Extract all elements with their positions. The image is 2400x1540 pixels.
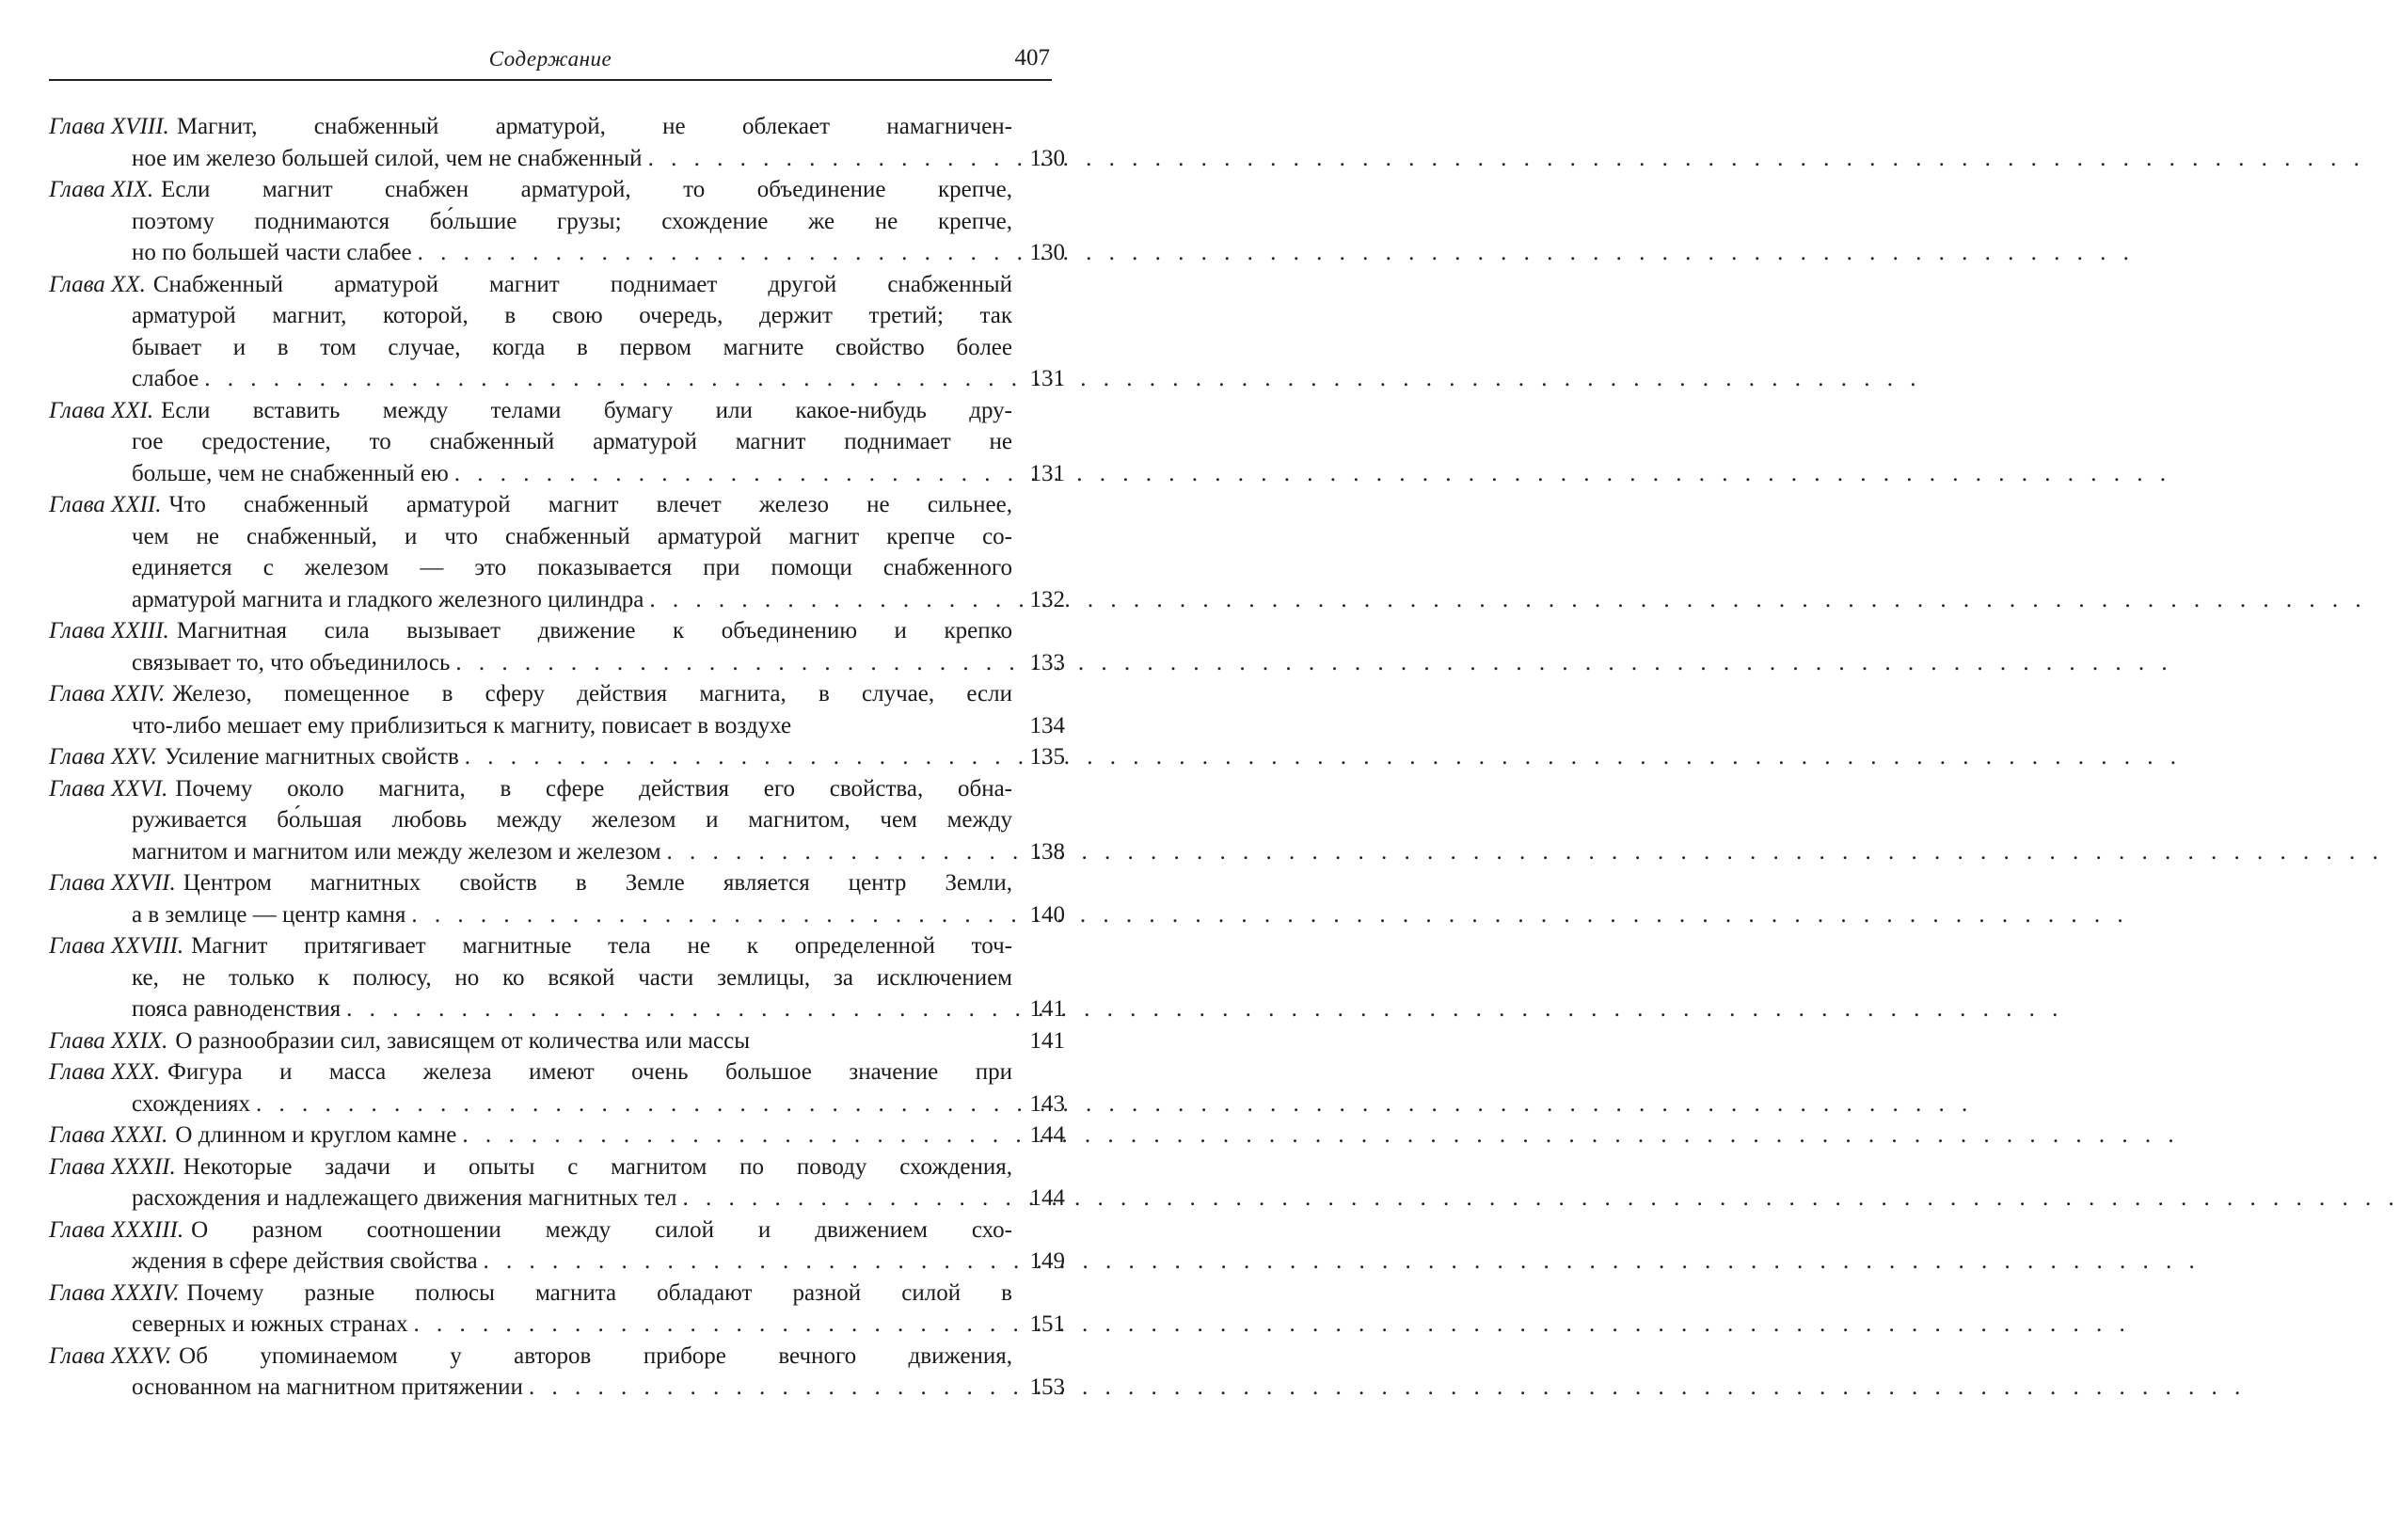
entry-text: руживается бо́льшая любовь между железом и магнитом, чем между [132, 807, 1012, 833]
entry-text: О длинном и круглом камне [175, 1122, 457, 1148]
chapter-label [49, 1025, 167, 1057]
toc-line [49, 489, 1065, 521]
entry-text: Об упоминаемом у авторов приборе вечного движения, [179, 1342, 1012, 1369]
toc-line [49, 1025, 1065, 1057]
chapter-number: XXXII. [111, 1153, 176, 1180]
entry-page-number[interactable]: 144 [1029, 1122, 1065, 1148]
chapter-word: Глава [49, 870, 105, 896]
entry-text: больше, чем не снабженный ею [132, 460, 449, 486]
chapter-number: XXXI. [111, 1122, 168, 1148]
chapter-label [49, 269, 146, 301]
chapter-number: XIX. [111, 177, 154, 202]
toc-line [49, 1246, 1065, 1278]
entry-page-number[interactable]: 130 [1029, 240, 1065, 265]
entry-text: Почему разные полюсы магнита обладают разной силой в [186, 1279, 1012, 1306]
toc-line [49, 363, 1065, 395]
entry-text: чем не снабженный, и что снабженный арматурой магнит крепче со- [132, 523, 1012, 549]
toc-line [49, 552, 1065, 584]
chapter-number: XXVII. [111, 870, 176, 896]
toc-line [49, 584, 1065, 616]
toc-entry [49, 174, 1065, 269]
entry-text: Что снабженный арматурой магнит влечет железо не сильнее, [168, 492, 1012, 517]
chapter-label [49, 773, 167, 805]
toc-line [49, 899, 1065, 931]
entry-text: связывает то, что объединилось [132, 649, 451, 675]
entry-page-number[interactable]: 131 [1029, 460, 1065, 486]
toc-line [49, 1056, 1065, 1088]
entry-page-number[interactable]: 135 [1029, 744, 1065, 770]
entry-text: Магнит, снабженный арматурой, не облекает намагничен- [176, 114, 1012, 139]
toc-entry [49, 1056, 1065, 1119]
entry-text: ждения в сфере действия свойства [132, 1248, 478, 1274]
entry-text: Фигура и масса железа имеют очень большое значение при [167, 1059, 1012, 1085]
entry-text: а в землице — центр камня [132, 901, 406, 928]
chapter-number: XXXIV. [111, 1279, 180, 1306]
dot-leader [462, 1119, 1009, 1151]
chapter-label [49, 1151, 176, 1183]
entry-text: что-либо мешает ему приблизиться к магниту, повисает в воздухе [132, 712, 792, 738]
toc-line [49, 237, 1065, 269]
chapter-word: Глава [49, 492, 105, 517]
toc-line [49, 867, 1065, 899]
toc-line [49, 395, 1065, 427]
chapter-word: Глава [49, 1027, 105, 1054]
chapter-word: Глава [49, 933, 105, 959]
entry-text: бывает и в том случае, когда в первом магните свойство более [132, 334, 1012, 360]
entry-text: арматурой магнит, которой, в свою очередь, держит третий; так [132, 303, 1012, 328]
dot-leader [346, 993, 1009, 1025]
dot-leader [454, 458, 1009, 490]
entry-page-number[interactable]: 130 [1029, 145, 1065, 171]
toc-entry [49, 111, 1065, 174]
toc-entry [49, 1025, 1065, 1057]
entry-page-number[interactable]: 133 [1029, 649, 1065, 675]
toc-entry [49, 741, 1065, 773]
entry-text: Магнитная сила вызывает движение к объединению и крепко [176, 618, 1012, 643]
toc-line [49, 174, 1065, 206]
entry-text: О разнообразии сил, зависящем от количества или массы [175, 1027, 750, 1054]
dot-leader [648, 143, 1009, 175]
chapter-number: XXXV. [111, 1342, 172, 1369]
toc-line [49, 1372, 1065, 1404]
toc-entry [49, 930, 1065, 1025]
toc-entry [49, 1215, 1065, 1278]
chapter-word: Глава [49, 114, 105, 139]
toc-line [49, 1151, 1065, 1183]
chapter-label [49, 111, 169, 143]
toc-line [49, 300, 1065, 332]
entry-text: Некоторые задачи и опыты с магнитом по поводу схождения, [183, 1153, 1012, 1180]
entry-page-number[interactable]: 138 [1029, 838, 1065, 865]
toc-line [49, 1341, 1065, 1373]
book-page [0, 0, 1129, 1540]
chapter-word: Глава [49, 618, 105, 643]
toc-line [49, 1215, 1065, 1246]
toc-line [49, 1278, 1065, 1310]
toc-entry [49, 615, 1065, 678]
dot-leader [465, 741, 1009, 773]
chapter-label [49, 1278, 179, 1310]
chapter-label [49, 930, 183, 962]
entry-page-number[interactable]: 134 [1029, 712, 1065, 738]
entry-text: Если вставить между телами бумагу или какое-нибудь дру- [161, 397, 1012, 423]
dot-leader [529, 1372, 1009, 1404]
chapter-word: Глава [49, 1279, 105, 1306]
toc-entry [49, 1151, 1065, 1215]
toc-entry [49, 1278, 1065, 1341]
entry-text: северных и южных странах [132, 1311, 408, 1337]
entry-text: Снабженный арматурой магнит поднимает другой снабженный [152, 271, 1012, 297]
entry-text: слабое [132, 366, 199, 391]
chapter-number: XVIII. [111, 114, 169, 139]
chapter-number: XXV. [111, 744, 157, 770]
toc-line [49, 1183, 1065, 1215]
chapter-word: Глава [49, 1153, 105, 1180]
toc-line [49, 458, 1065, 490]
chapter-word: Глава [49, 1342, 105, 1369]
chapter-label [49, 1119, 167, 1151]
chapter-word: Глава [49, 775, 105, 802]
chapter-number: XX. [111, 271, 146, 297]
chapter-number: XXIX. [111, 1027, 168, 1054]
entry-text: расхождения и надлежащего движения магнитных тел [132, 1185, 677, 1211]
toc-line [49, 710, 1065, 742]
toc-line [49, 521, 1065, 553]
entry-text: ке, не только к полюсу, но ко всякой части землицы, за исключением [132, 964, 1012, 991]
entry-text: Усиление магнитных свойств [164, 744, 459, 770]
entry-page-number[interactable]: 132 [1029, 586, 1065, 612]
entry-text: О разном соотношении между силой и движением схо- [191, 1216, 1012, 1243]
entry-page-number[interactable]: 151 [1029, 1311, 1065, 1337]
toc-line [49, 111, 1065, 143]
entry-text: Если магнит снабжен арматурой, то объединение крепче, [161, 177, 1012, 202]
toc-line [49, 615, 1065, 647]
toc-entry [49, 269, 1065, 395]
toc-entry [49, 867, 1065, 930]
chapter-number: XXII. [111, 492, 162, 517]
toc-line [49, 993, 1065, 1025]
chapter-label [49, 174, 153, 206]
toc-line [49, 1309, 1065, 1341]
toc-line [49, 206, 1065, 238]
toc-line [49, 962, 1065, 994]
chapter-label [49, 867, 176, 899]
toc-line [49, 269, 1065, 301]
entry-page-number[interactable]: 153 [1029, 1374, 1065, 1400]
dot-leader [418, 237, 1009, 269]
chapter-word: Глава [49, 1216, 105, 1243]
entry-text: магнитом и магнитом или между железом и железом [132, 838, 661, 865]
chapter-label [49, 1341, 171, 1373]
chapter-word: Глава [49, 744, 105, 770]
entry-page-number[interactable]: 143 [1029, 1090, 1065, 1117]
entry-text: но по большей части слабее [132, 240, 412, 265]
entry-page-number[interactable]: 149 [1029, 1248, 1065, 1274]
dot-leader [455, 647, 1009, 679]
chapter-number: XXVI. [111, 775, 168, 802]
chapter-label [49, 395, 153, 427]
dot-leader [411, 899, 1009, 931]
entry-text: поэтому поднимаются бо́льшие грузы; схождение же не крепче, [132, 208, 1012, 234]
dot-leader [413, 1309, 1009, 1341]
entry-text: Центром магнитных свойств в Земле является центр Земли, [183, 870, 1012, 896]
entry-text: Почему около магнита, в сфере действия его свойства, обна- [175, 775, 1012, 802]
dot-leader [682, 1183, 1009, 1215]
dot-leader [649, 584, 1009, 616]
running-title: Содержание [488, 47, 612, 71]
entry-text: Железо, помещенное в сферу дейcтвия магнита, в случае, если [172, 681, 1012, 706]
toc-entry [49, 1119, 1065, 1151]
entry-page-number[interactable]: 141 [1029, 996, 1065, 1022]
chapter-word: Глава [49, 397, 105, 423]
chapter-label [49, 741, 157, 773]
chapter-number: XXIII. [111, 618, 169, 643]
toc-line [49, 804, 1065, 836]
entry-page-number[interactable]: 140 [1029, 901, 1065, 928]
toc-line [49, 930, 1065, 962]
toc-entry [49, 489, 1065, 615]
entry-text: арматурой магнита и гладкого железного цилиндра [132, 586, 644, 612]
dot-leader [256, 1088, 1009, 1120]
entry-text: схождениях [132, 1090, 251, 1117]
entry-text: единяется с железом — это показывается при помощи снабженного [132, 555, 1012, 580]
toc-entry [49, 773, 1065, 868]
toc-line [49, 426, 1065, 458]
entry-page-number[interactable]: 144 [1029, 1185, 1065, 1211]
toc-line [49, 773, 1065, 805]
toc-entry [49, 1341, 1065, 1404]
page-header [49, 41, 1052, 81]
chapter-label [49, 615, 169, 647]
chapter-number: XXVIII. [111, 933, 184, 959]
chapter-number: XXXIII. [111, 1216, 184, 1243]
entry-page-number[interactable]: 131 [1029, 366, 1065, 391]
toc-line [49, 1088, 1065, 1120]
chapter-label [49, 678, 165, 710]
chapter-label [49, 1056, 160, 1088]
entry-text: гое средостение, то снабженный арматурой магнит поднимает не [132, 429, 1012, 454]
chapter-label [49, 489, 161, 521]
toc-line [49, 1119, 1065, 1151]
chapter-word: Глава [49, 177, 105, 202]
chapter-number: XXIV. [111, 681, 166, 706]
entry-text: Магнит притягивает магнитные тела не к определенной точ- [191, 933, 1012, 959]
chapter-number: XXI. [111, 397, 154, 423]
chapter-word: Глава [49, 271, 105, 297]
chapter-word: Глава [49, 681, 105, 706]
toc-line [49, 836, 1065, 868]
toc-entry [49, 395, 1065, 490]
dot-leader [204, 363, 1009, 395]
dot-leader [484, 1246, 1009, 1278]
entry-text: ное им железо большей силой, чем не снабженный [132, 145, 643, 171]
chapter-label [49, 1215, 183, 1246]
entry-page-number[interactable]: 141 [1029, 1027, 1065, 1054]
toc-entry [49, 678, 1065, 741]
chapter-word: Глава [49, 1059, 105, 1085]
chapter-word: Глава [49, 1122, 105, 1148]
chapter-number: XXX. [111, 1059, 161, 1085]
page-number: 407 [1014, 45, 1050, 71]
toc-line [49, 143, 1065, 175]
toc-line [49, 332, 1065, 364]
toc-line [49, 678, 1065, 710]
entry-text: пояса равноденствия [132, 996, 342, 1022]
toc-line [49, 741, 1065, 773]
toc-line [49, 647, 1065, 679]
dot-leader [667, 836, 1009, 868]
table-of-contents [49, 111, 1065, 1404]
entry-text: основанном на магнитном притяжении [132, 1374, 523, 1400]
